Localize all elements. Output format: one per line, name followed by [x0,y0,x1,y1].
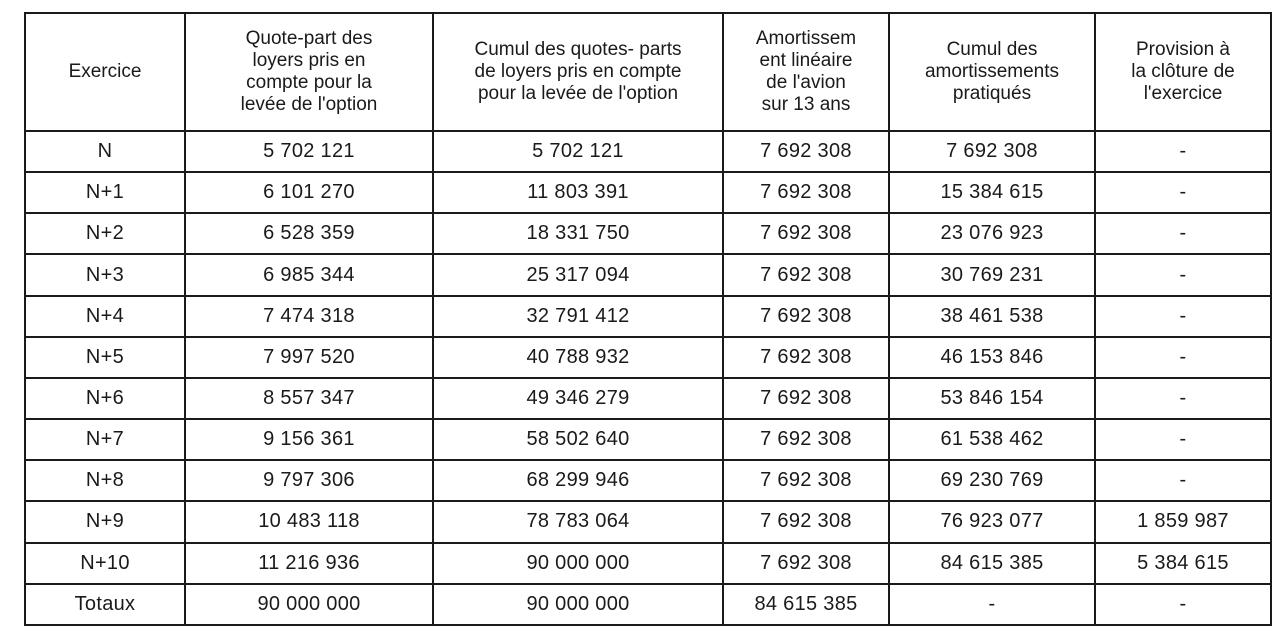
cell-provision: - [1095,460,1271,501]
cell-quote-part: 10 483 118 [185,501,433,542]
table-row [25,543,1271,584]
cell-quote-part: 6 101 270 [185,172,433,213]
cell-cumul-amortissements: 38 461 538 [889,296,1095,337]
cell-cumul-amortissements: 30 769 231 [889,254,1095,295]
cell-cumul-amortissements: 23 076 923 [889,213,1095,254]
cell-cumul-amortissements: 46 153 846 [889,337,1095,378]
cell-cumul-amortissements: 84 615 385 [889,543,1095,584]
cell-cumul-amortissements: 69 230 769 [889,460,1095,501]
header-cumul-quotes-parts: Cumul des quotes- parts de loyers pris en compte pour la levée de l'option [433,13,723,131]
cell-amortissement: 7 692 308 [723,378,889,419]
cell-quote-part: 9 797 306 [185,460,433,501]
table-row [25,131,1271,172]
cell-amortissement: 7 692 308 [723,131,889,172]
cell-quote-part: 6 985 344 [185,254,433,295]
table-row [25,296,1271,337]
cell-cumul-quotes-parts: 49 346 279 [433,378,723,419]
cell-exercice: N+4 [25,296,185,337]
cell-amortissement: 7 692 308 [723,172,889,213]
table-row-totaux [25,584,1271,625]
cell-provision: - [1095,296,1271,337]
amortization-table [24,12,1272,626]
table-row [25,419,1271,460]
cell-provision: - [1095,584,1271,625]
table-row [25,460,1271,501]
cell-cumul-quotes-parts: 68 299 946 [433,460,723,501]
cell-amortissement: 84 615 385 [723,584,889,625]
cell-provision: - [1095,213,1271,254]
table-row [25,254,1271,295]
cell-exercice: N+7 [25,419,185,460]
cell-exercice: N+3 [25,254,185,295]
cell-provision: 1 859 987 [1095,501,1271,542]
cell-quote-part: 90 000 000 [185,584,433,625]
cell-cumul-amortissements: 15 384 615 [889,172,1095,213]
cell-amortissement: 7 692 308 [723,337,889,378]
cell-provision: - [1095,337,1271,378]
cell-amortissement: 7 692 308 [723,254,889,295]
cell-exercice: Totaux [25,584,185,625]
amortization-table-container [24,12,1270,626]
cell-quote-part: 11 216 936 [185,543,433,584]
cell-provision: - [1095,131,1271,172]
cell-quote-part: 6 528 359 [185,213,433,254]
cell-provision: - [1095,419,1271,460]
cell-provision: 5 384 615 [1095,543,1271,584]
cell-exercice: N+2 [25,213,185,254]
cell-cumul-quotes-parts: 11 803 391 [433,172,723,213]
table-header-row [25,13,1271,131]
header-cumul-amortissements: Cumul des amortissements pratiqués [889,13,1095,131]
table-row [25,378,1271,419]
cell-cumul-amortissements: - [889,584,1095,625]
header-exercice: Exercice [25,13,185,131]
cell-exercice: N+5 [25,337,185,378]
cell-provision: - [1095,172,1271,213]
table-row [25,172,1271,213]
cell-cumul-quotes-parts: 18 331 750 [433,213,723,254]
cell-quote-part: 9 156 361 [185,419,433,460]
cell-exercice: N [25,131,185,172]
table-row [25,501,1271,542]
cell-amortissement: 7 692 308 [723,296,889,337]
cell-cumul-quotes-parts: 78 783 064 [433,501,723,542]
cell-cumul-quotes-parts: 90 000 000 [433,584,723,625]
table-row [25,213,1271,254]
cell-amortissement: 7 692 308 [723,460,889,501]
cell-cumul-amortissements: 61 538 462 [889,419,1095,460]
cell-exercice: N+10 [25,543,185,584]
header-provision-cloture: Provision à la clôture de l'exercice [1095,13,1271,131]
cell-amortissement: 7 692 308 [723,543,889,584]
cell-cumul-quotes-parts: 5 702 121 [433,131,723,172]
header-amortissement-lineaire: Amortissem ent linéaire de l'avion sur 13 ans [723,13,889,131]
cell-cumul-quotes-parts: 25 317 094 [433,254,723,295]
header-quote-part: Quote-part des loyers pris en compte pour la levée de l'option [185,13,433,131]
cell-cumul-amortissements: 53 846 154 [889,378,1095,419]
cell-cumul-quotes-parts: 40 788 932 [433,337,723,378]
table-row [25,337,1271,378]
cell-cumul-quotes-parts: 90 000 000 [433,543,723,584]
cell-quote-part: 7 997 520 [185,337,433,378]
cell-provision: - [1095,254,1271,295]
cell-amortissement: 7 692 308 [723,501,889,542]
cell-quote-part: 8 557 347 [185,378,433,419]
cell-provision: - [1095,378,1271,419]
cell-cumul-quotes-parts: 58 502 640 [433,419,723,460]
table-body [25,131,1271,625]
cell-amortissement: 7 692 308 [723,419,889,460]
cell-cumul-amortissements: 7 692 308 [889,131,1095,172]
cell-quote-part: 7 474 318 [185,296,433,337]
cell-exercice: N+9 [25,501,185,542]
cell-quote-part: 5 702 121 [185,131,433,172]
cell-exercice: N+6 [25,378,185,419]
cell-exercice: N+1 [25,172,185,213]
cell-cumul-amortissements: 76 923 077 [889,501,1095,542]
cell-amortissement: 7 692 308 [723,213,889,254]
cell-exercice: N+8 [25,460,185,501]
cell-cumul-quotes-parts: 32 791 412 [433,296,723,337]
